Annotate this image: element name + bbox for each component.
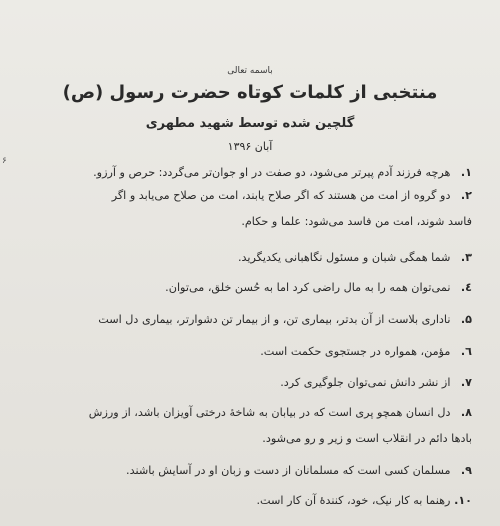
- list-item: [12, 245, 472, 271]
- item-text: دل انسان همچو پری است که در بیابان به شاخهٔ درختی آویزان باشد، از ورزش: [88, 406, 451, 419]
- list-item: [12, 400, 472, 426]
- item-number: ۱.: [460, 166, 472, 179]
- item-number: ٦.: [460, 345, 472, 358]
- item-text: مسلمان کسی است که مسلمانان از دست و زبان او در آسایش باشند.: [126, 464, 451, 477]
- bismillah-heading: باسمه تعالی: [227, 66, 273, 76]
- page-title: منتخبی از کلمات کوتاه حضرت رسول (ص): [62, 82, 438, 103]
- page-subtitle: گلچین شده توسط شهید مطهری: [145, 116, 355, 131]
- item-number: ۹.: [460, 464, 472, 477]
- item-text: از نشر دانش نمی‌توان جلوگیری کرد.: [280, 376, 451, 389]
- item-text: ناداری بلاست از آن بدتر، بیماری تن، و از بیمار تن دشوارتر، بیماری دل است: [98, 313, 451, 326]
- list-item: [12, 458, 472, 484]
- item-text: نمی‌توان همه را به مال راضی کرد اما به حُسن خلق، می‌توان.: [165, 281, 451, 294]
- item-number: ۱۰.: [454, 494, 472, 507]
- item-number: ۷.: [460, 376, 472, 389]
- item-text: فاسد شوند، امت من فاسد می‌شود: علما و حکام.: [241, 215, 472, 228]
- item-number: ۳.: [460, 251, 472, 264]
- item-text: مؤمن، همواره در جستجوی حکمت است.: [260, 345, 451, 358]
- item-number: ۲.: [460, 189, 472, 202]
- list-item-continuation: [12, 209, 472, 235]
- item-text: رهنما به کار نیک، خود، کنندهٔ آن کار است.: [256, 494, 451, 507]
- item-text: دو گروه از امت من هستند که اگر صلاح یابند، امت من صلاح می‌یابد و اگر: [111, 189, 451, 202]
- item-text: هرچه فرزند آدم پیرتر می‌شود، دو صفت در او جوان‌تر می‌گردد: حرص و آرزو.: [93, 166, 451, 179]
- list-item-continuation: [12, 426, 472, 452]
- page-date: آبان ۱۳۹۶: [227, 140, 273, 153]
- item-text: شما همگی شبان و مسئول نگاهبانی یکدیگرید.: [237, 251, 451, 264]
- list-item: [12, 370, 472, 396]
- item-text: بادها دائم در انقلاب است و زیر و رو می‌شود.: [262, 432, 472, 445]
- item-number: ۵.: [460, 313, 472, 326]
- margin-mark: ۶: [2, 156, 7, 166]
- list-item: [12, 488, 472, 514]
- item-number: ٤.: [460, 281, 472, 294]
- list-item: [12, 307, 472, 333]
- list-item: [12, 339, 472, 365]
- list-item: [12, 275, 472, 301]
- item-number: ۸.: [460, 406, 472, 419]
- list-item: [12, 183, 472, 209]
